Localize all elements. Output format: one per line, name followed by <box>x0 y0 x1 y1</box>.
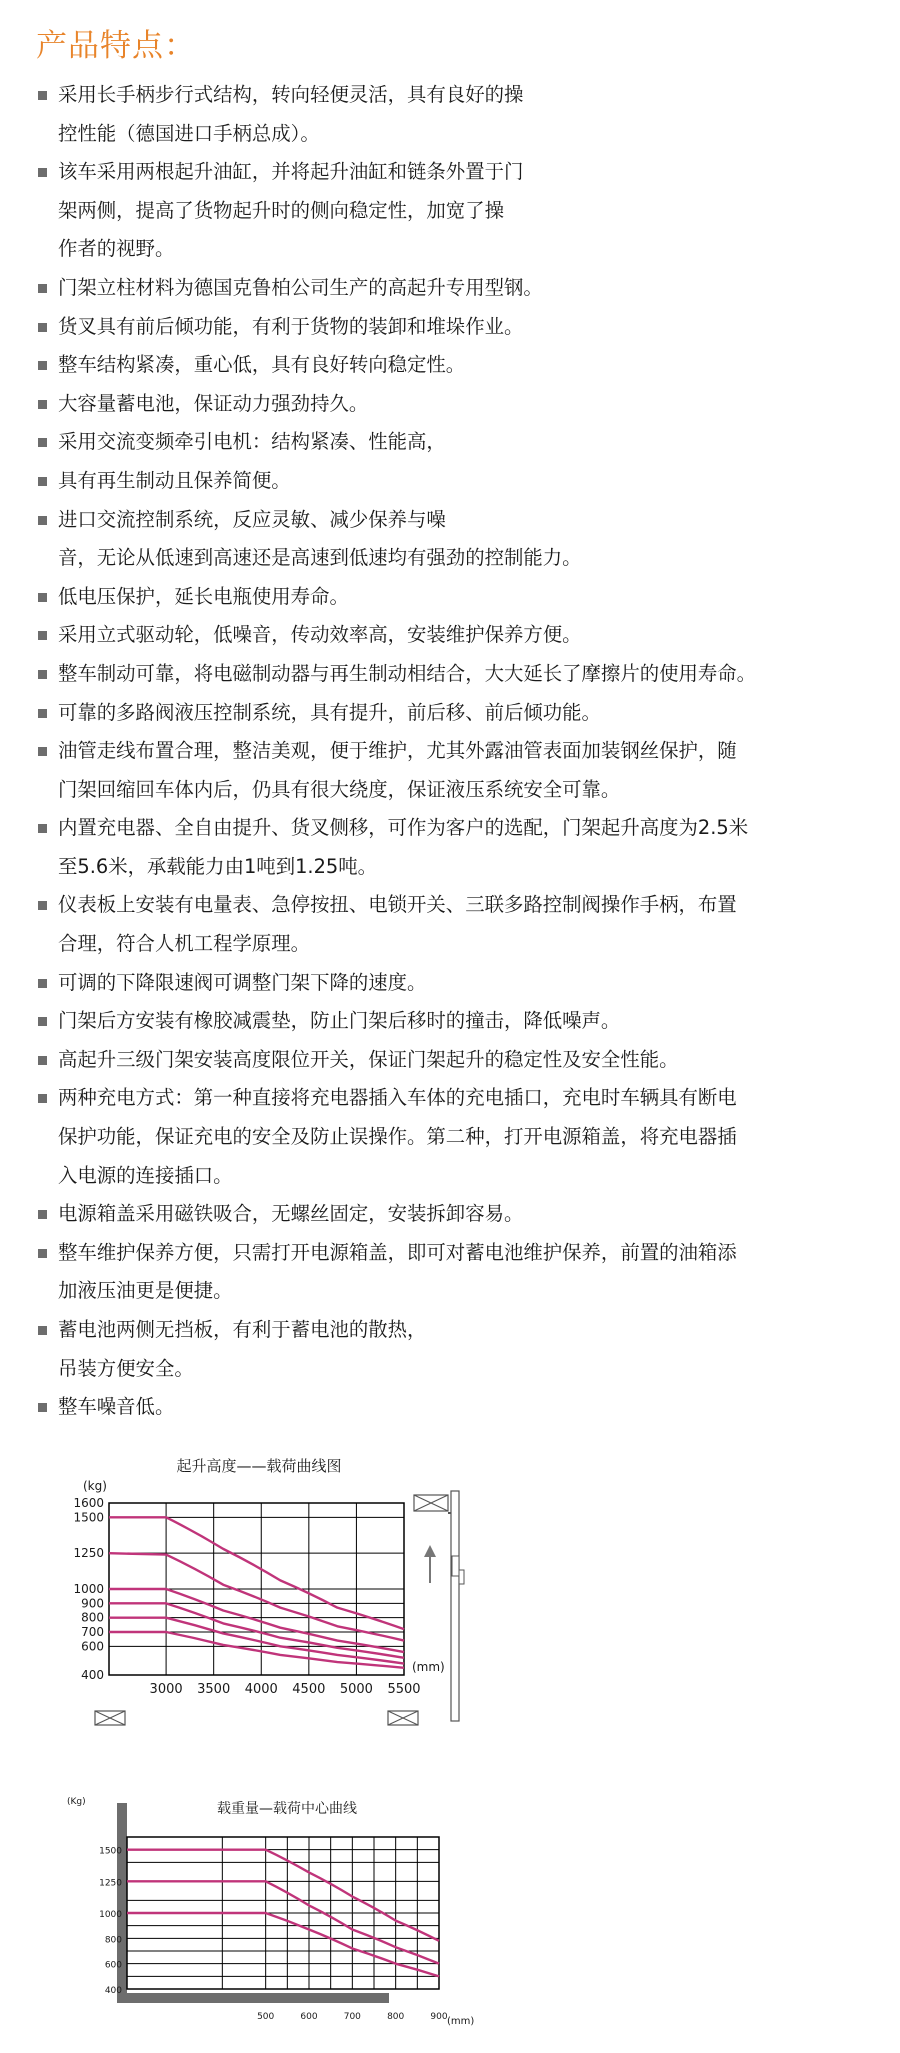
y-tick-label: 800 <box>81 1610 104 1625</box>
square-bullet-icon <box>38 516 47 525</box>
square-bullet-icon <box>38 477 47 486</box>
square-bullet-icon <box>38 1403 47 1412</box>
feature-text-line: 架两侧，提高了货物起升时的侧向稳定性，加宽了操 <box>58 198 504 222</box>
square-bullet-icon <box>38 284 47 293</box>
feature-item <box>38 964 888 1003</box>
y-tick-label: 900 <box>81 1596 104 1611</box>
y-axis-label: (kg) <box>83 1479 107 1493</box>
x-tick-label: 5000 <box>339 1682 373 1697</box>
chart-title: 起升高度——载荷曲线图 <box>176 1457 342 1475</box>
square-bullet-icon <box>38 709 47 718</box>
y-tick-label: 400 <box>104 1986 122 1996</box>
square-bullet-icon <box>38 747 47 756</box>
feature-item <box>38 1195 888 1234</box>
x-tick-label: 600 <box>300 2012 318 2022</box>
square-bullet-icon <box>38 323 47 332</box>
feature-text-line: 该车采用两根起升油缸，并将起升油缸和链条外置于门 <box>58 160 524 184</box>
feature-text-line: 低电压保护，延长电瓶使用寿命。 <box>58 584 349 608</box>
x-tick-label: 3500 <box>197 1682 231 1697</box>
x-axis-label: (mm) <box>412 1660 445 1674</box>
load-center-chart <box>0 1788 900 2048</box>
square-bullet-icon <box>38 593 47 602</box>
feature-item <box>38 462 888 501</box>
feature-text-line: 采用交流变频牵引电机：结构紧凑、性能高， <box>58 430 446 454</box>
feature-text-line: 整车制动可靠，将电磁制动器与再生制动相结合，大大延长了摩擦片的使用寿命。 <box>58 661 757 685</box>
y-tick-label: 1000 <box>99 1910 122 1920</box>
feature-text-line: 作者的视野。 <box>58 237 175 261</box>
fork-frame-horizontal <box>117 1993 389 2003</box>
feature-item <box>38 1234 888 1311</box>
feature-text-line: 采用长手柄步行式结构，转向轻便灵活，具有良好的操 <box>58 83 524 106</box>
load-center-chart-svg <box>0 1788 900 2048</box>
feature-text-line: 吊装方便安全。 <box>58 1356 194 1380</box>
feature-item <box>38 886 888 963</box>
x-axis-label: (mm) <box>447 2016 475 2027</box>
feature-text-line: 整车维护保养方便，只需打开电源箱盖，即可对蓄电池维护保养，前置的油箱添 <box>58 1240 737 1264</box>
feature-item <box>38 385 888 424</box>
square-bullet-icon <box>38 901 47 910</box>
feature-text-line: 入电源的连接插口。 <box>58 1163 233 1187</box>
square-bullet-icon <box>38 1210 47 1219</box>
x-tick-label: 3000 <box>149 1682 183 1697</box>
y-tick-label: 600 <box>104 1960 122 1971</box>
square-bullet-icon <box>38 1056 47 1065</box>
y-tick-label: 800 <box>104 1935 122 1946</box>
feature-item <box>38 501 888 578</box>
feature-item <box>38 694 888 733</box>
feature-text-line: 可靠的多路阀液压控制系统，具有提升，前后移、前后倾功能。 <box>58 700 601 724</box>
feature-text-line: 控性能（德国进口手柄总成）。 <box>58 121 320 145</box>
feature-text-line: 货叉具有前后倾功能，有利于货物的装卸和堆垛作业。 <box>58 314 524 338</box>
feature-item <box>38 269 888 308</box>
series-line-1500 <box>127 1850 439 1941</box>
square-bullet-icon <box>38 631 47 640</box>
y-tick-label: 1250 <box>99 1878 122 1889</box>
x-tick-label: 5500 <box>387 1682 421 1697</box>
square-bullet-icon <box>38 670 47 679</box>
feature-item <box>38 76 888 153</box>
square-bullet-icon <box>38 1094 47 1103</box>
y-tick-label: 400 <box>81 1668 104 1682</box>
square-bullet-icon <box>38 1326 47 1335</box>
feature-text-line: 加液压油更是便捷。 <box>58 1279 233 1303</box>
x-tick-label: 800 <box>387 2012 405 2022</box>
feature-item <box>38 1002 888 1041</box>
y-tick-label: 1000 <box>73 1582 104 1596</box>
lift-height-load-chart <box>0 1415 900 1730</box>
feature-text-line: 内置充电器、全自由提升、货叉侧移，可作为客户的选配，门架起升高度为2.5米 <box>58 816 749 840</box>
feature-item <box>38 153 888 269</box>
y-tick-label: 1600 <box>73 1496 104 1510</box>
square-bullet-icon <box>38 824 47 833</box>
square-bullet-icon <box>38 168 47 177</box>
feature-text-line: 整车噪音低。 <box>58 1395 175 1419</box>
x-tick-label: 4500 <box>292 1682 326 1697</box>
x-tick-label: 900 <box>430 2012 448 2022</box>
feature-text-line: 具有再生制动且保养简便。 <box>58 468 291 492</box>
chart-title: 载重量—载荷中心曲线 <box>217 1801 357 1817</box>
y-tick-label: 700 <box>81 1625 104 1639</box>
square-bullet-icon <box>38 91 47 100</box>
series-line-800 <box>109 1618 404 1664</box>
feature-text-line: 门架回缩回车体内后，仍具有很大绕度，保证液压系统安全可靠。 <box>58 777 621 801</box>
page-title: 产品特点： <box>36 28 196 64</box>
feature-item <box>38 1041 888 1080</box>
square-bullet-icon <box>38 1249 47 1258</box>
square-bullet-icon <box>38 1017 47 1026</box>
feature-text-line: 高起升三级门架安装高度限位开关，保证门架起升的稳定性及安全性能。 <box>58 1047 679 1071</box>
carriage-block <box>452 1556 459 1576</box>
feature-text-line: 可调的下降限速阀可调整门架下降的速度。 <box>58 970 427 994</box>
square-bullet-icon <box>38 979 47 988</box>
y-tick-label: 1250 <box>73 1546 104 1561</box>
lift-height-load-chart-svg <box>0 1415 900 1730</box>
feature-text-line: 整车结构紧凑，重心低，具有良好转向稳定性。 <box>58 353 466 377</box>
feature-item <box>38 1079 888 1195</box>
y-tick-label: 600 <box>81 1639 104 1654</box>
carriage-small-block <box>459 1570 464 1584</box>
feature-item <box>38 732 888 809</box>
feature-text-line: 门架后方安装有橡胶减震垫，防止门架后移时的撞击，降低噪声。 <box>58 1009 621 1033</box>
feature-item <box>38 578 888 617</box>
feature-text-line: 门架立柱材料为德国克鲁柏公司生产的高起升专用型钢。 <box>58 275 543 299</box>
feature-text-line: 油管走线布置合理，整洁美观，便于维护，尤其外露油管表面加装钢丝保护，随 <box>58 739 737 763</box>
feature-item <box>38 616 888 655</box>
feature-item <box>38 655 888 694</box>
mast-column <box>451 1491 459 1721</box>
square-bullet-icon <box>38 400 47 409</box>
feature-text-line: 两种充电方式：第一种直接将充电器插入车体的充电插口，充电时车辆具有断电 <box>58 1086 737 1110</box>
square-bullet-icon <box>38 438 47 447</box>
up-arrow-head-icon <box>424 1545 436 1557</box>
feature-item <box>38 423 888 462</box>
feature-list <box>38 76 888 1427</box>
x-tick-label: 500 <box>257 2012 275 2022</box>
fork-frame-vertical <box>117 1803 127 2003</box>
x-tick-label: 700 <box>343 2012 361 2022</box>
feature-item <box>38 308 888 347</box>
y-axis-label: (Kg) <box>67 1797 86 1807</box>
x-tick-label: 4000 <box>244 1682 278 1697</box>
feature-text-line: 大容量蓄电池，保证动力强劲持久。 <box>58 391 369 415</box>
feature-text-line: 仪表板上安装有电量表、急停按扭、电锁开关、三联多路控制阀操作手柄，布置 <box>58 893 737 917</box>
square-bullet-icon <box>38 361 47 370</box>
feature-item <box>38 809 888 886</box>
feature-text-line: 采用立式驱动轮，低噪音，传动效率高，安装维护保养方便。 <box>58 623 582 647</box>
feature-text-line: 合理，符合人机工程学原理。 <box>58 932 311 956</box>
y-tick-label: 1500 <box>73 1510 104 1525</box>
feature-text-line: 蓄电池两侧无挡板，有利于蓄电池的散热， <box>58 1318 427 1341</box>
feature-text-line: 电源箱盖采用磁铁吸合，无螺丝固定，安装拆卸容易。 <box>58 1202 524 1226</box>
feature-text-line: 音，无论从低速到高速还是高速到低速均有强劲的控制能力。 <box>58 546 582 570</box>
feature-text-line: 进口交流控制系统，反应灵敏、减少保养与噪 <box>58 507 446 531</box>
series-line-1500 <box>109 1517 404 1629</box>
feature-item <box>38 1311 888 1388</box>
feature-text-line: 至5.6米，承载能力由1吨到1.25吨。 <box>58 854 378 878</box>
y-tick-label: 1500 <box>99 1846 122 1857</box>
feature-text-line: 保护功能，保证充电的安全及防止误操作。第二种，打开电源箱盖，将充电器插 <box>58 1125 737 1149</box>
feature-item <box>38 346 888 385</box>
